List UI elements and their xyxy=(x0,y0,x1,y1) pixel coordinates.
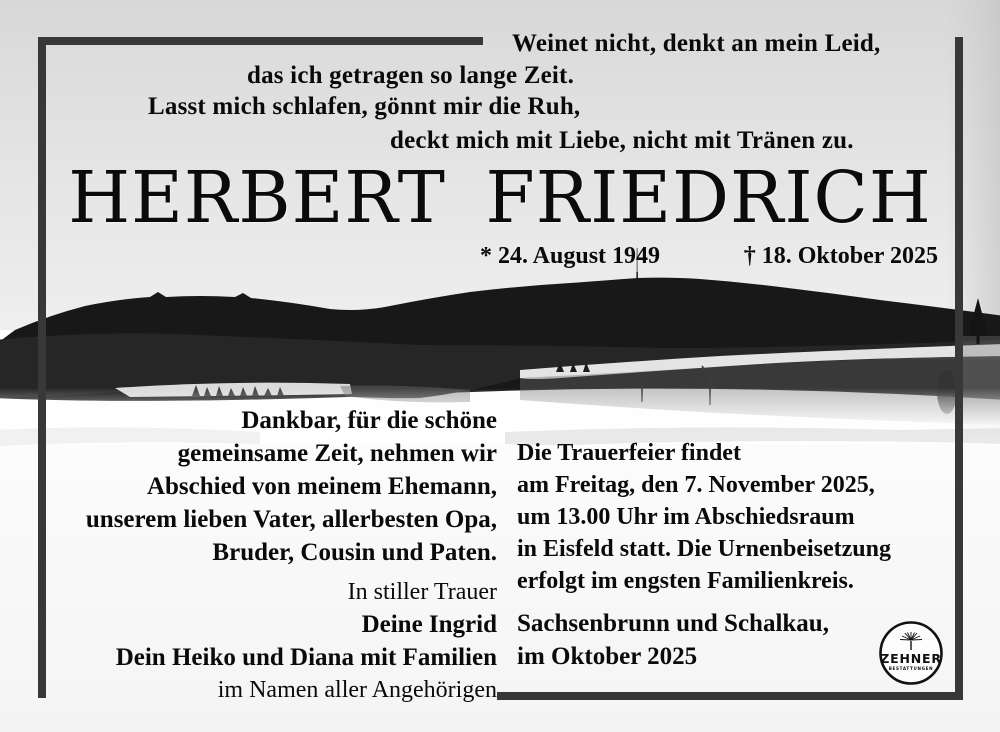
logo-subtitle: BESTATTUNGEN xyxy=(888,666,934,671)
birth-date: * 24. August 1949 xyxy=(480,243,661,269)
poem-line-4: deckt mich mit Liebe, nicht mit Tränen zu. xyxy=(390,127,854,154)
poem-line-3: Lasst mich schlafen, gönnt mir die Ruh, xyxy=(148,93,581,120)
tribute-line: unserem lieben Vater, allerbesten Opa, xyxy=(85,506,497,533)
funeral-home-logo xyxy=(877,619,945,687)
tribute-text xyxy=(40,404,497,569)
tribute-line: Abschied von meinem Ehemann, xyxy=(146,473,497,500)
tribute-line: Dankbar, für die schöne xyxy=(241,407,497,434)
tribute-line: Bruder, Cousin und Paten. xyxy=(212,539,497,566)
place-line: Sachsenbrunn und Schalkau, xyxy=(517,610,829,637)
place-date-block xyxy=(517,607,829,673)
mourner-name: Dein Heiko und Diana mit Familien xyxy=(115,644,497,671)
mourner-name: Deine Ingrid xyxy=(361,611,497,638)
frame-bottom-bar xyxy=(497,692,963,700)
frame-right-bar xyxy=(955,37,963,700)
poem-line-1: Weinet nicht, denkt an mein Leid, xyxy=(512,30,881,57)
service-line: in Eisfeld statt. Die Urnenbeisetzung xyxy=(517,536,891,562)
mourners-intro: In stiller Trauer xyxy=(347,579,497,605)
service-line: am Freitag, den 7. November 2025, xyxy=(517,472,875,498)
logo-company-name: ZEHNER xyxy=(880,651,942,666)
tribute-line: gemeinsame Zeit, nehmen wir xyxy=(177,440,497,467)
mourners-outro: im Namen aller Angehörigen xyxy=(217,677,497,703)
deceased-name: HERBERT FRIEDRICH xyxy=(68,156,932,239)
death-date: † 18. Oktober 2025 xyxy=(743,243,938,269)
service-line: Die Trauerfeier findet xyxy=(517,440,741,466)
life-dates xyxy=(480,243,938,270)
date-line: im Oktober 2025 xyxy=(517,643,698,670)
mourners-block xyxy=(40,576,497,706)
poem-line-2: das ich getragen so lange Zeit. xyxy=(247,62,575,89)
service-line: erfolgt im engsten Familienkreis. xyxy=(517,568,854,594)
frame-top-bar xyxy=(38,37,483,45)
service-info xyxy=(517,437,891,597)
service-line: um 13.00 Uhr im Abschiedsraum xyxy=(517,504,855,530)
